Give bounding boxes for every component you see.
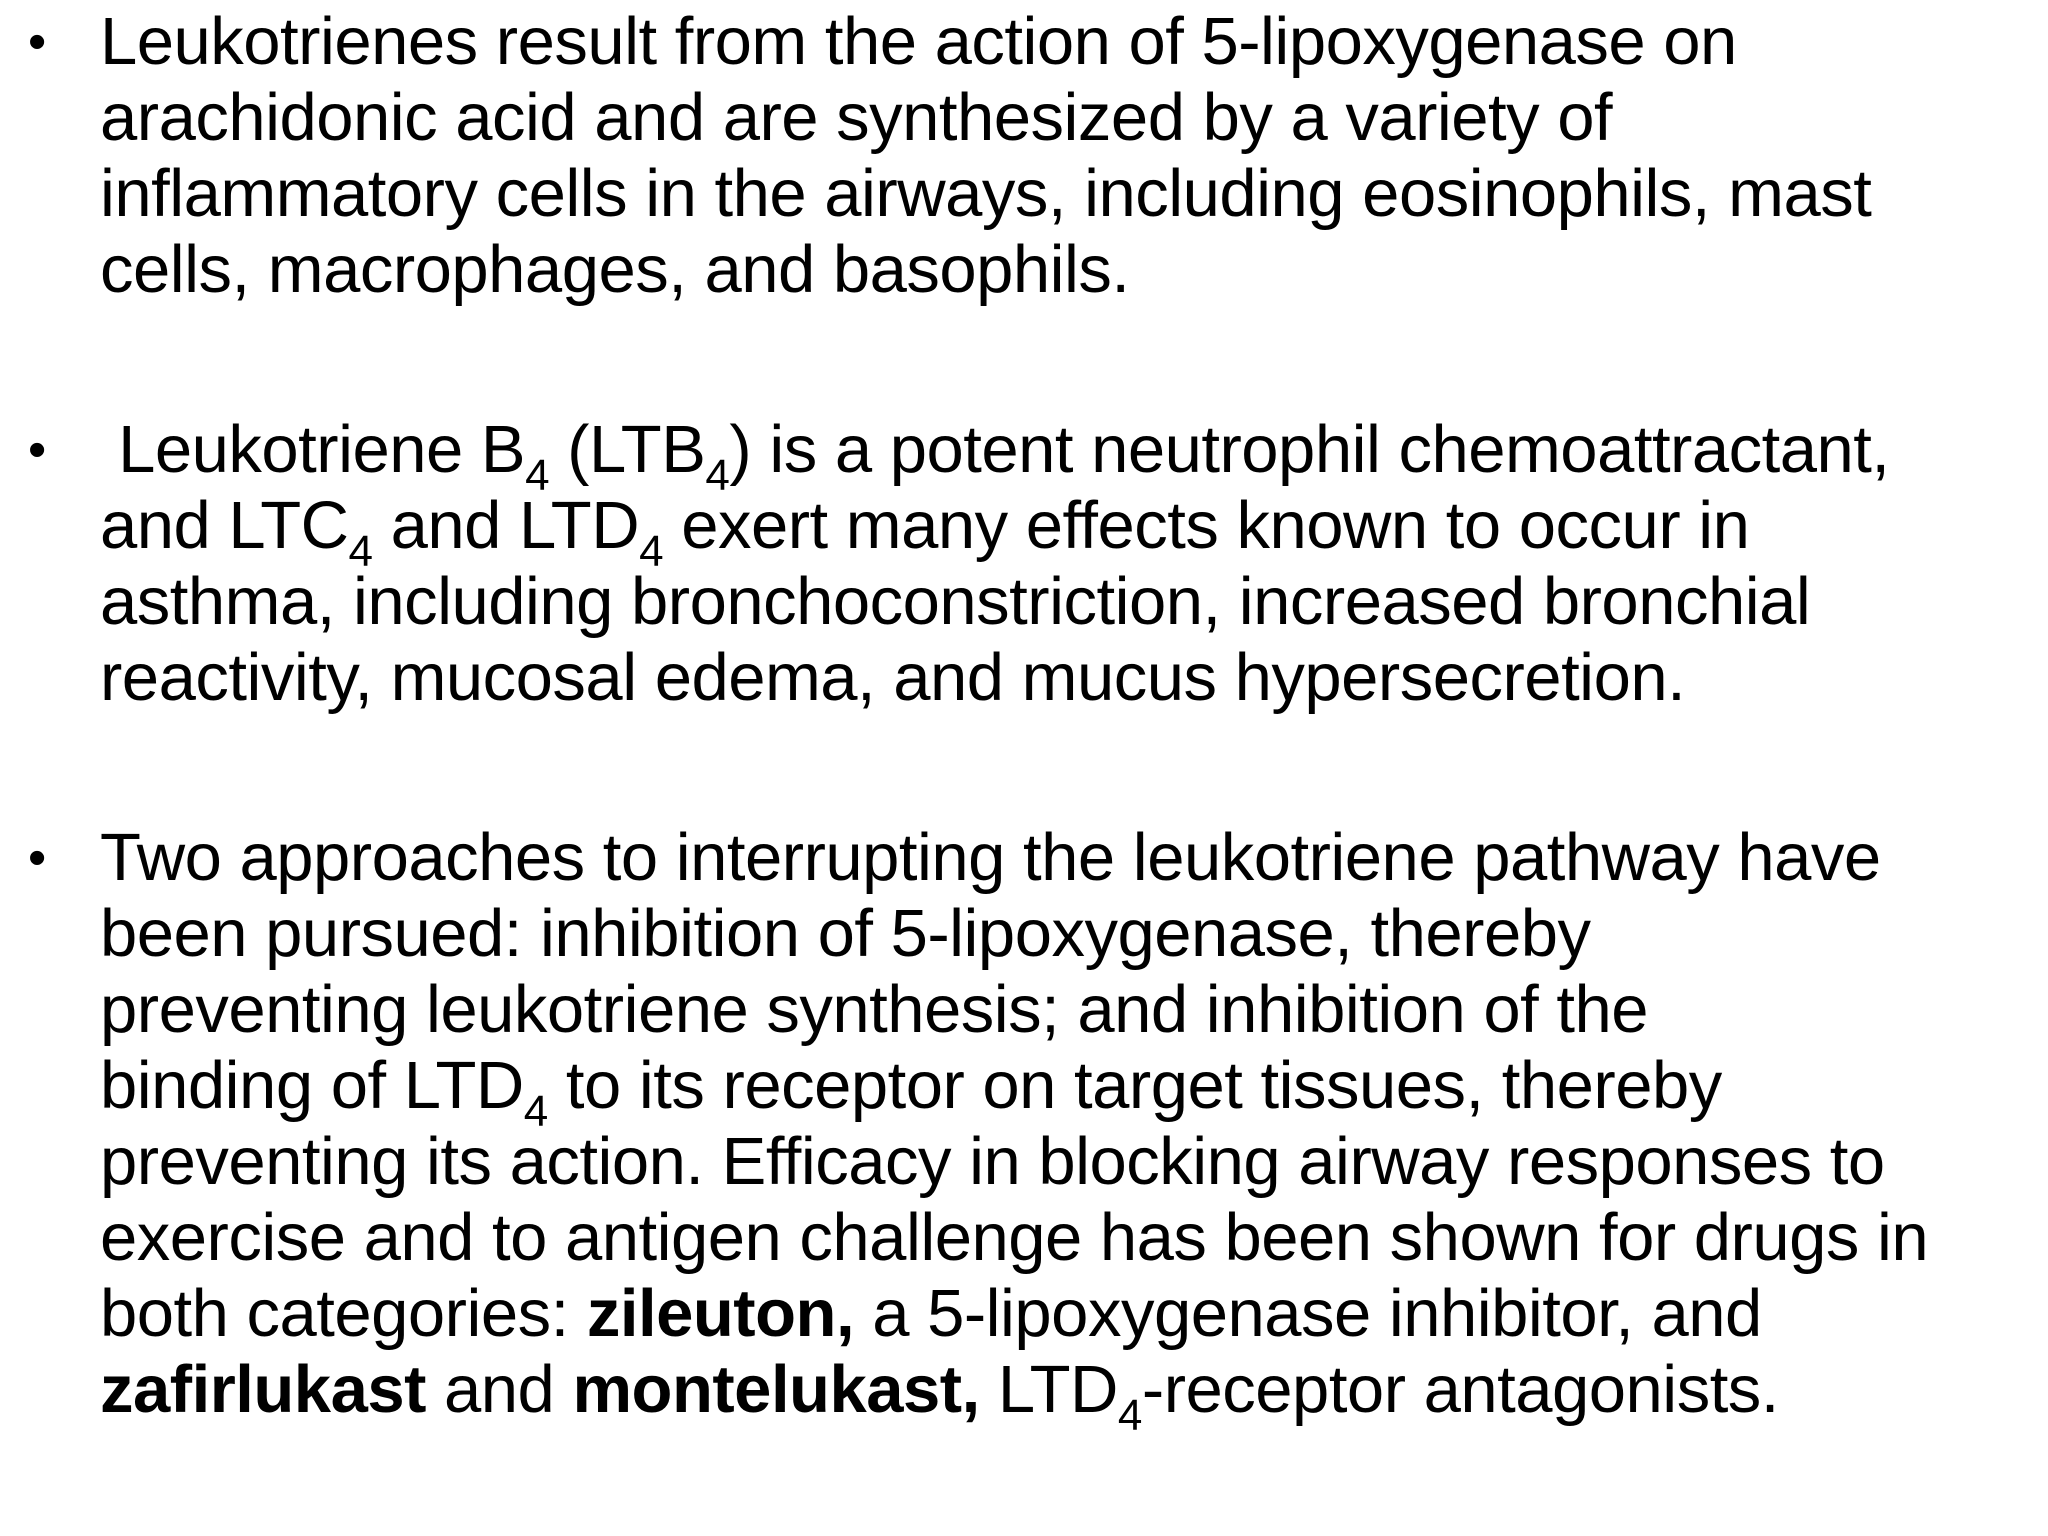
text-line: preventing leukotriene synthesis; and inhibition of the [100, 972, 1649, 1047]
text-line: Two approaches to interrupting the leukotriene pathway have [100, 820, 1881, 895]
text-run: LTD [979, 1352, 1118, 1427]
drug-name-montelukast: montelukast, [572, 1352, 980, 1427]
text-run: both categories: [100, 1276, 587, 1351]
text-line [100, 412, 2042, 500]
subscript: 4 [525, 451, 550, 500]
text-line [100, 1352, 2042, 1440]
text-run: ) is a potent neutrophil chemoattractant, [729, 412, 1890, 487]
text-line: inflammatory cells in the airways, including eosinophils, mast [100, 156, 1872, 231]
text-run: a 5-lipoxygenase inhibitor, and [854, 1276, 1762, 1351]
text-line [100, 1048, 2042, 1136]
drug-name-zafirlukast: zafirlukast [100, 1352, 426, 1427]
subscript: 4 [523, 1087, 548, 1136]
text-line: cells, macrophages, and basophils. [100, 232, 1130, 307]
subscript: 4 [639, 527, 664, 576]
bullet-text [100, 412, 2042, 716]
text-line: asthma, including bronchoconstriction, increased bronchial [100, 564, 1811, 639]
text-run: and LTD [372, 488, 640, 563]
text-run: -receptor antagonists. [1141, 1352, 1779, 1427]
bullet-marker: • [28, 829, 47, 887]
text-run: Leukotriene B [100, 412, 526, 487]
bullet-text [100, 820, 2042, 1440]
text-run: and [425, 1352, 573, 1427]
text-line: reactivity, mucosal edema, and mucus hypersecretion. [100, 640, 1686, 715]
text-line: been pursued: inhibition of 5-lipoxygenase, thereby [100, 896, 1591, 971]
bullet-marker: • [28, 13, 47, 71]
subscript: 4 [348, 527, 373, 576]
subscript: 4 [705, 451, 730, 500]
drug-name-zileuton: zileuton, [586, 1276, 855, 1351]
text-line [100, 488, 2042, 576]
text-line: Leukotrienes result from the action of 5-lipoxygenase on [100, 4, 1737, 79]
text-run: to its receptor on target tissues, thereby [547, 1048, 1722, 1123]
subscript: 4 [1117, 1391, 1142, 1440]
text-line: exercise and to antigen challenge has been shown for drugs in [100, 1200, 1929, 1275]
bullet-text [100, 4, 2042, 308]
text-run: binding of LTD [100, 1048, 524, 1123]
text-run: and LTC [100, 488, 349, 563]
text-line [100, 1276, 2042, 1352]
text-line: arachidonic acid and are synthesized by a variety of [100, 80, 1613, 155]
bullet-marker: • [28, 421, 47, 479]
text-run: (LTB [549, 412, 706, 487]
text-line: preventing its action. Efficacy in blocking airway responses to [100, 1124, 1885, 1199]
text-run: exert many effects known to occur in [663, 488, 1750, 563]
